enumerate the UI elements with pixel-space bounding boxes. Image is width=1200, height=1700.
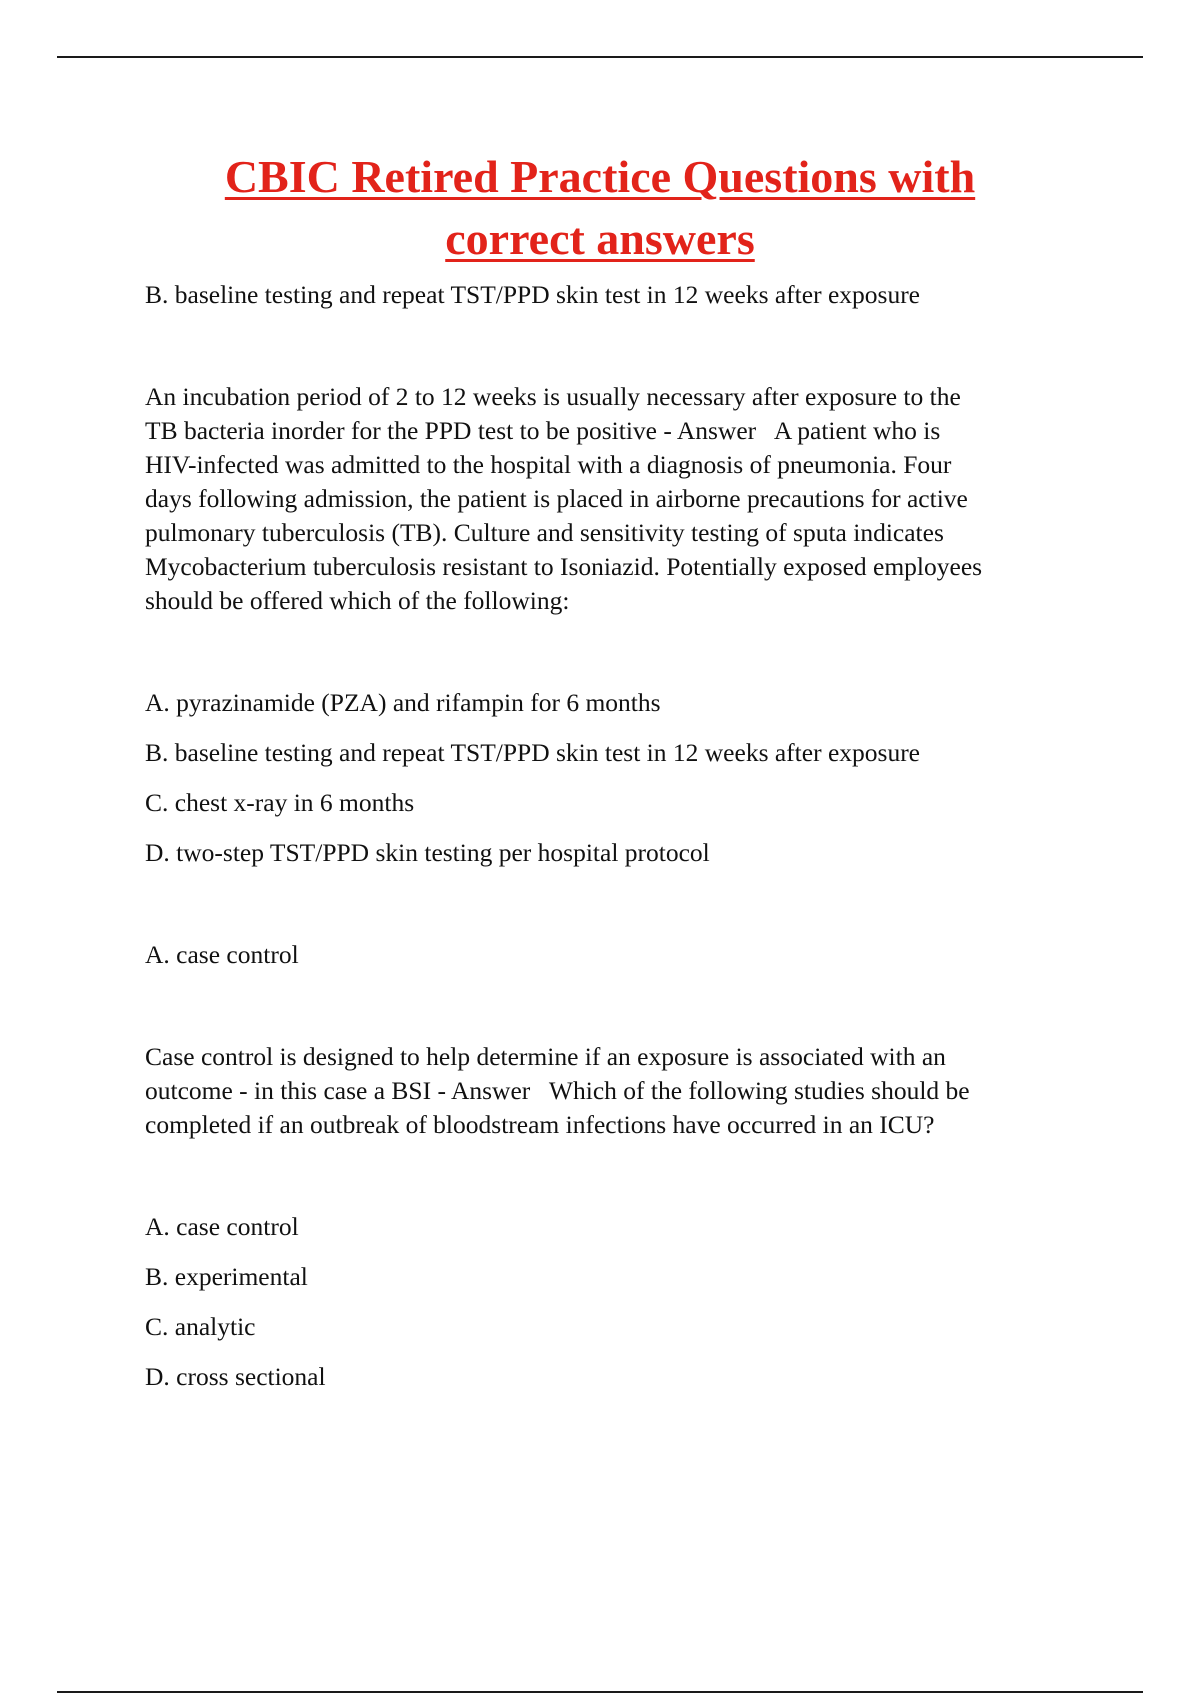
answer-line: B. baseline testing and repeat TST/PPD skin test in 12 weeks after exposure (145, 280, 920, 309)
paragraph-line: pulmonary tuberculosis (TB). Culture and sensitivity testing of sputa indicates (145, 518, 944, 547)
option-c: C. chest x-ray in 6 months (145, 788, 415, 817)
spacer (145, 1142, 1105, 1210)
title-line-1: CBIC Retired Practice Questions with (224, 151, 976, 202)
paragraph-line: An incubation period of 2 to 12 weeks is usually necessary after exposure to the (145, 382, 961, 411)
option-c: C. analytic (145, 1312, 256, 1341)
option-b: B. baseline testing and repeat TST/PPD skin test in 12 weeks after exposure (145, 738, 920, 767)
spacer (145, 972, 1105, 1040)
option-a: A. pyrazinamide (PZA) and rifampin for 6 months (145, 688, 661, 717)
paragraph-line: outcome - in this case a BSI - Answer Which of the following studies should be (145, 1076, 970, 1105)
paragraph-line: days following admission, the patient is placed in airborne precautions for active (145, 484, 968, 513)
spacer (145, 1344, 1105, 1360)
paragraph-line: TB bacteria inorder for the PPD test to be positive - Answer A patient who is (145, 416, 941, 445)
spacer (145, 870, 1105, 938)
option-d: D. cross sectional (145, 1362, 326, 1391)
question-paragraph (145, 380, 1105, 618)
title-line-2: correct answers (445, 213, 755, 264)
paragraph-line: completed if an outbreak of bloodstream infections have occurred in an ICU? (145, 1110, 935, 1139)
option-d: D. two-step TST/PPD skin testing per hospital protocol (145, 838, 710, 867)
spacer (145, 312, 1105, 380)
paragraph-line: Case control is designed to help determine if an exposure is associated with an (145, 1042, 946, 1071)
spacer (145, 820, 1105, 836)
bottom-rule (57, 1691, 1143, 1693)
top-rule (57, 56, 1143, 58)
answer-line: A. case control (145, 940, 299, 969)
spacer (145, 720, 1105, 736)
option-a: A. case control (145, 1212, 299, 1241)
paragraph-line: HIV-infected was admitted to the hospital with a diagnosis of pneumonia. Four (145, 450, 952, 479)
spacer (145, 618, 1105, 686)
document-title (100, 146, 1100, 270)
question-paragraph (145, 1040, 1105, 1142)
document-body (145, 278, 1105, 1394)
paragraph-line: Mycobacterium tuberculosis resistant to Isoniazid. Potentially exposed employees (145, 552, 983, 581)
paragraph-line: should be offered which of the following: (145, 586, 570, 615)
spacer (145, 1244, 1105, 1260)
spacer (145, 1294, 1105, 1310)
option-b: B. experimental (145, 1262, 308, 1291)
spacer (145, 770, 1105, 786)
